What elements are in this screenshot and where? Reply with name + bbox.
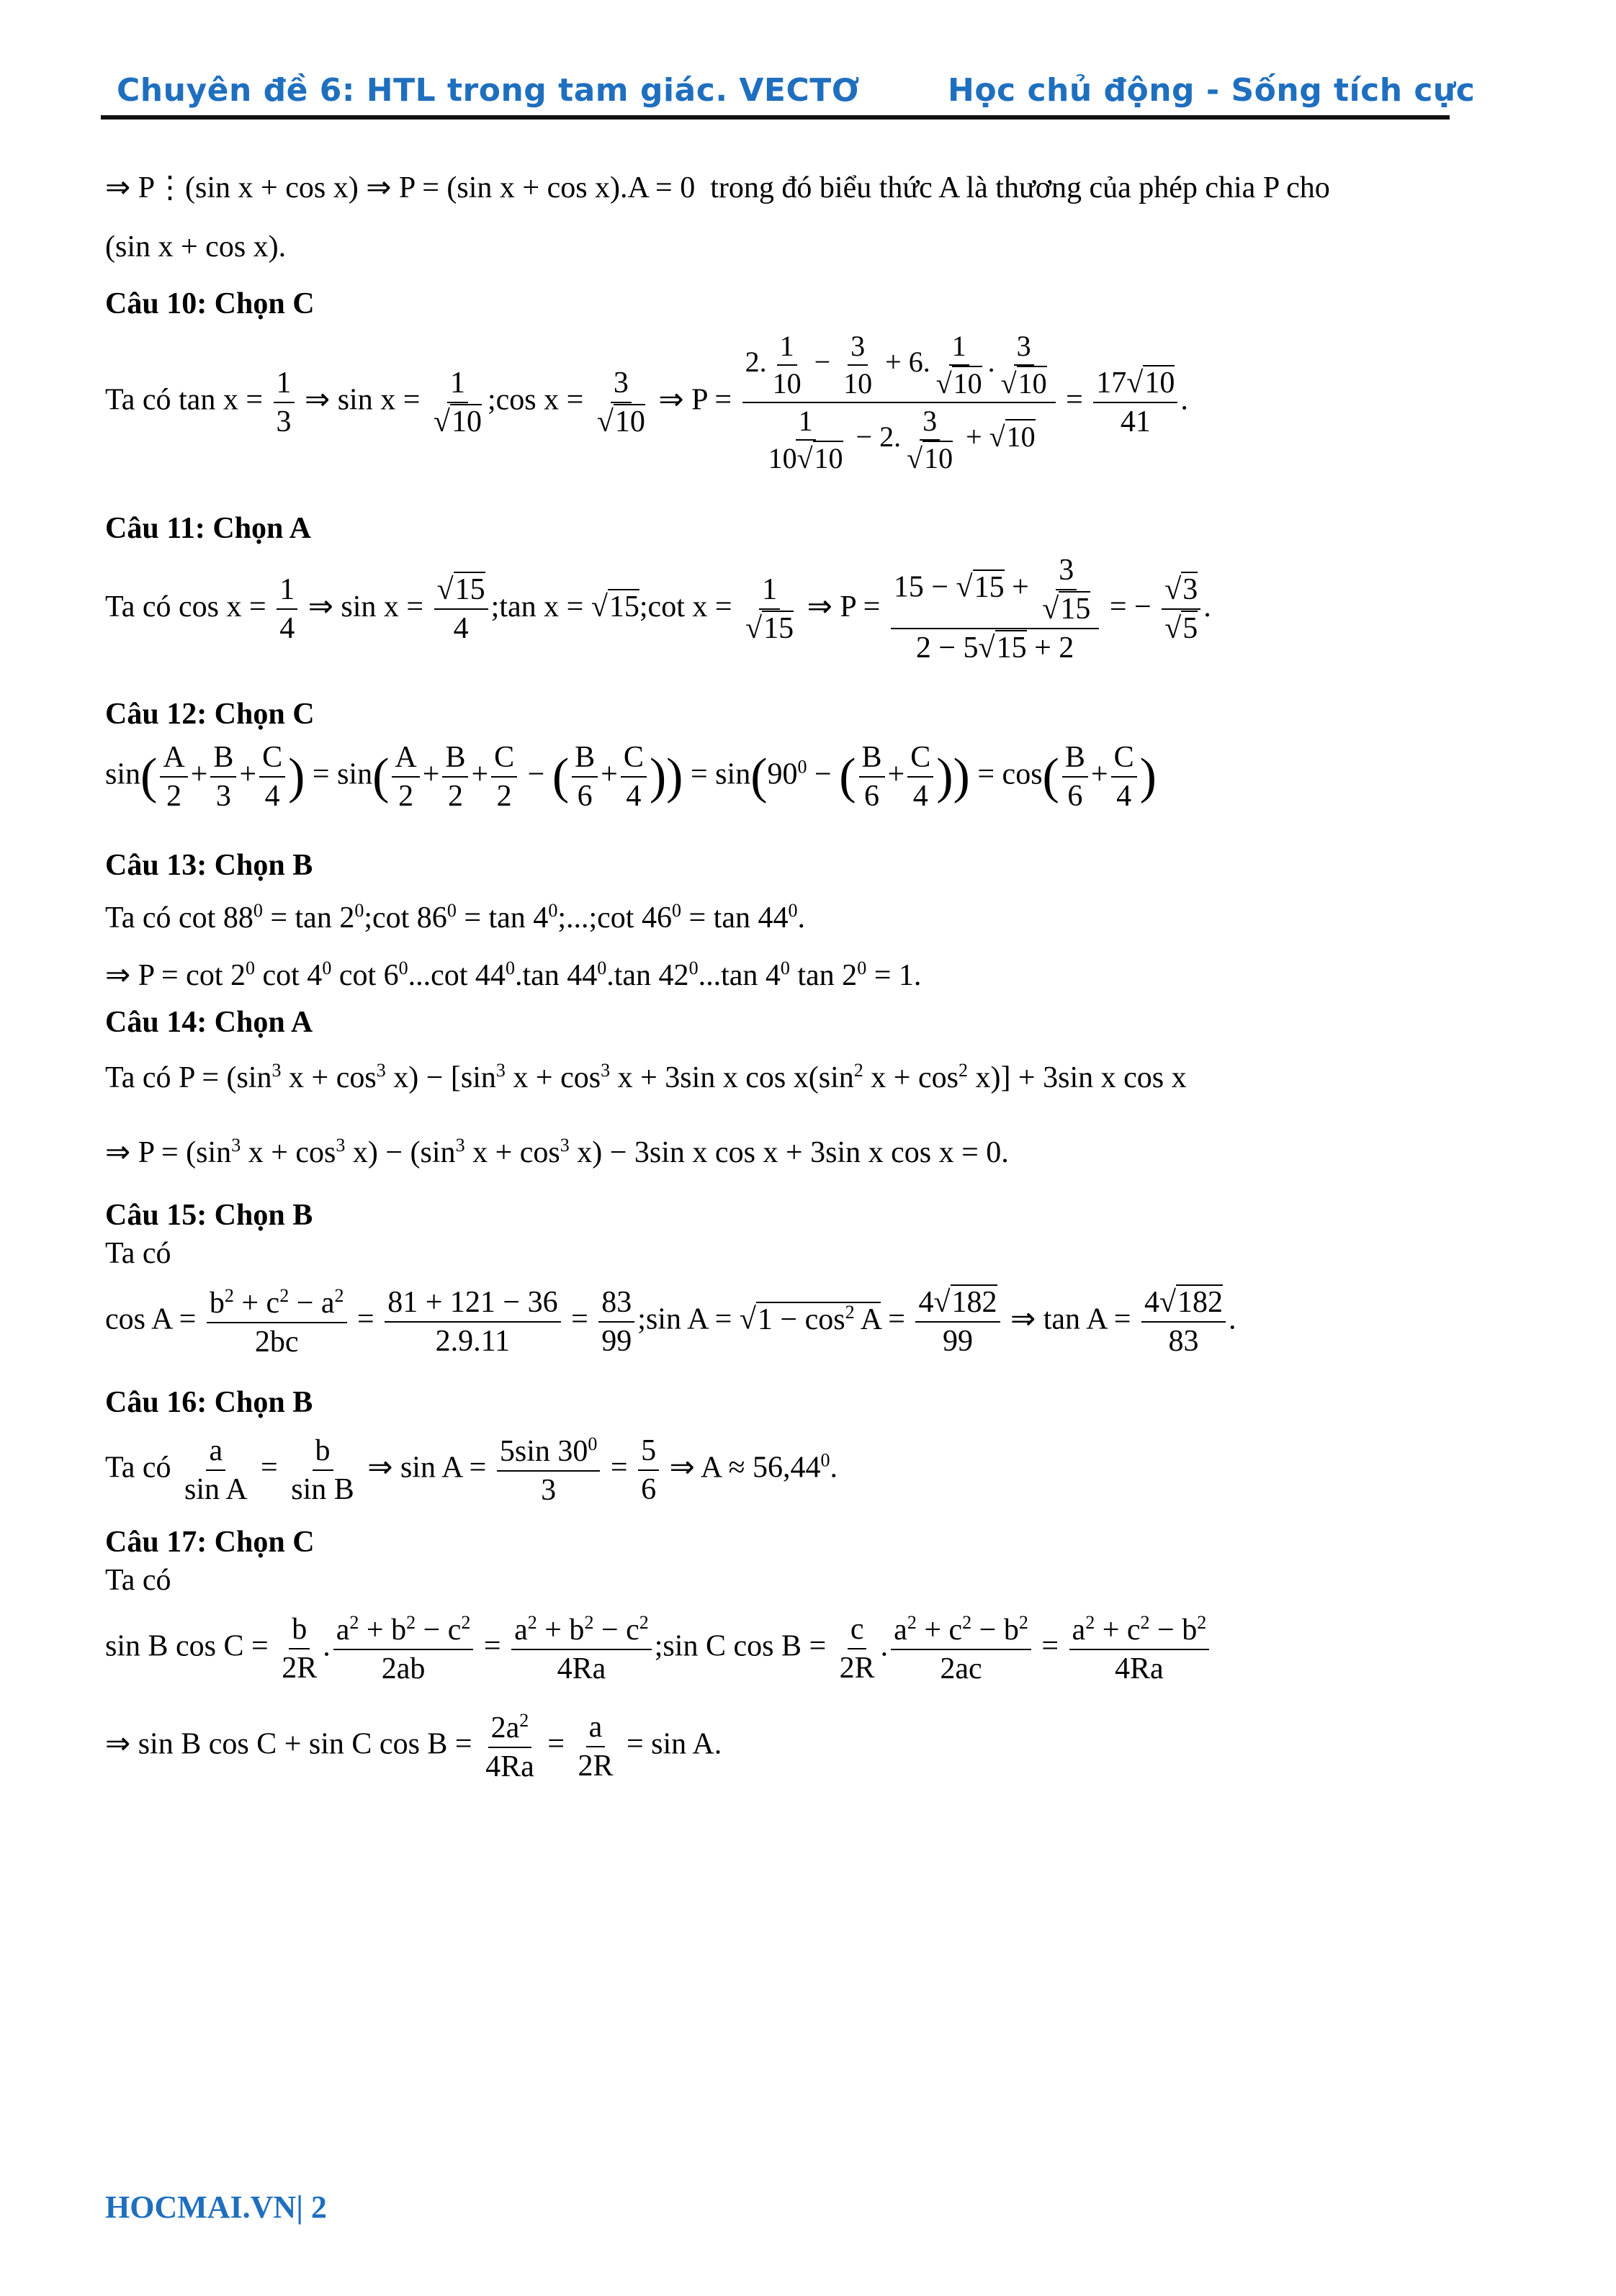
c11-formula: Ta có cos x = $\frac{1}{4}$ ⇒ sin x = $\frac{√15}{4}$ ;tan x = √15;cot x = $\frac{1}{√15}$ ⇒ P = 15 − √15 + $\frac{3}{√15}$ 2 − 5√15 + 2 = − $\frac{√3}{√5}$ .	[105, 554, 1211, 665]
c17-lead: Ta có	[105, 1564, 171, 1597]
header-left-title: Chuyên đề 6: HTL trong tam giác. VECTƠ	[117, 72, 860, 109]
c15-lead: Ta có	[105, 1237, 171, 1270]
c12-title: Câu 12: Chọn C	[105, 698, 315, 731]
c14-lead: Ta có	[105, 1061, 171, 1094]
c14-line-1: Ta có $P = (\sin^3$ $x + \cos^3 x) - [\sin^3$ $x + \cos^3 x + 3\sin$ x $\cos x(\sin^2$ $x + \cos^2 x)] + 3\sin$ x cos x	[105, 1060, 1187, 1094]
c16-lead: Ta có	[105, 1451, 171, 1485]
c11-title: Câu 11: Chọn A	[105, 512, 311, 545]
c13-title: Câu 13: Chọn B	[105, 849, 313, 882]
c13-line-2: ⇒ $P = \cot 2^0$ $\cot 4^0$ $\cot 6^0...\cot$ $44^0.\tan$ $44^0.\tan$ $42^0...\tan$ $4^0$ $\tan 2^0 = 1$.	[105, 958, 922, 992]
header-rule	[101, 115, 1450, 120]
c17-title: Câu 17: Chọn C	[105, 1526, 315, 1559]
c12-formula: sin( $\frac{A}{2}$ + $\frac{B}{3}$ + $\frac{C}{4}$ ) = sin( $\frac{A}{2}$ + $\frac{B}{2}$ + $\frac{C}{2}$ − ( $\frac{B}{6}$ + $\frac{C}{4}$ )) = $\sin(90^0$ − ( $\frac{B}{6}$ + $\frac{C}{4}$ )) = cos( $\frac{B}{6}$ + $\frac{C}{4}$ )	[105, 741, 1157, 814]
c14-title: Câu 14: Chọn A	[105, 1006, 313, 1039]
c10-lead: Ta có	[105, 383, 171, 417]
c11-lead: Ta có	[105, 590, 171, 623]
header-right-title: Học chủ động - Sống tích cực	[948, 72, 1476, 109]
intro-line-1: ⇒ P⋮(sin x + cos x) ⇒ P = (sin x + cos x).A = 0 trong đó biểu thức A là thương của phép chia P cho	[105, 171, 1330, 204]
c15-formula: cos A = $\frac{b^2 + c^2 - a^2}{2bc}$ = $\frac{81 + 121 - 36}{2.9.11}$ = $\frac{83}{99}$ ;sin $A = √1 - \cos^2 A$ = $\frac{4√182}{99}$ ⇒ tan A = $\frac{4√182}{83}$ .	[105, 1285, 1236, 1359]
c14-line-2: ⇒ $P = (\sin^3$ $x + \cos^3 x) - (\sin^3$ $x + \cos^3 x) - 3\sin$ x cos x + 3sin x cos x = 0.	[105, 1135, 1009, 1169]
c16-title: Câu 16: Chọn B	[105, 1386, 313, 1419]
c10-formula: Ta có tan x = $\frac{1}{3}$ ⇒ sin x = $\frac{1}{√10}$ ;cos x = $\frac{3}{√10}$ ⇒ P = 2. $\frac{1}{10}$ − $\frac{3}{10}$ + 6. $\frac{1}{√10}$ . $\frac{3}{√10}$ $\frac{1}{10√10}$ − 2. $\frac{3}{√10}$ + √10 = $\frac{17√10}{41}$ .	[105, 330, 1188, 474]
intro-line-2: (sin x + cos x).	[105, 230, 287, 264]
c17-line-1: sin B cos C = $\frac{b}{2R}$ . $\frac{a^2 + b^2 - c^2}{2ab}$ = $\frac{a^2 + b^2 - c^2}{4Ra}$ ;sin C cos B = $\frac{c}{2R}$ . $\frac{a^2 + c^2 - b^2}{2ac}$ = $\frac{a^2 + c^2 - b^2}{4Ra}$	[105, 1613, 1212, 1685]
c16-formula: Ta có $\frac{a}{\text{sin A}}$ = $\frac{b}{\text{sin B}}$ ⇒ sin A = $\frac{5\sin 30^0}{3}$ = $\frac{5}{6}$ ⇒ $A \approx 56,44^0$.	[105, 1433, 838, 1508]
c10-title: Câu 10: Chọn C	[105, 287, 315, 320]
c17-line-2: ⇒ sin B cos C + sin C cos B = $\frac{2a^2}{4Ra}$ = $\frac{a}{2R}$ = sin A.	[105, 1710, 722, 1784]
c13-line-1: Ta có $\cot 88^0 = \tan$ $2^0;\cot$ $86^0 = \tan$ $4^0;...;\cot$ $46^0 = \tan 44^0$.	[105, 900, 805, 935]
footer-page-label: HOCMAI.VN| 2	[105, 2189, 327, 2225]
c13-lead: Ta có	[105, 901, 171, 935]
intro-text: trong đó biểu thức A là thương của phép chia P cho	[710, 171, 1330, 204]
c15-title: Câu 15: Chọn B	[105, 1199, 313, 1232]
